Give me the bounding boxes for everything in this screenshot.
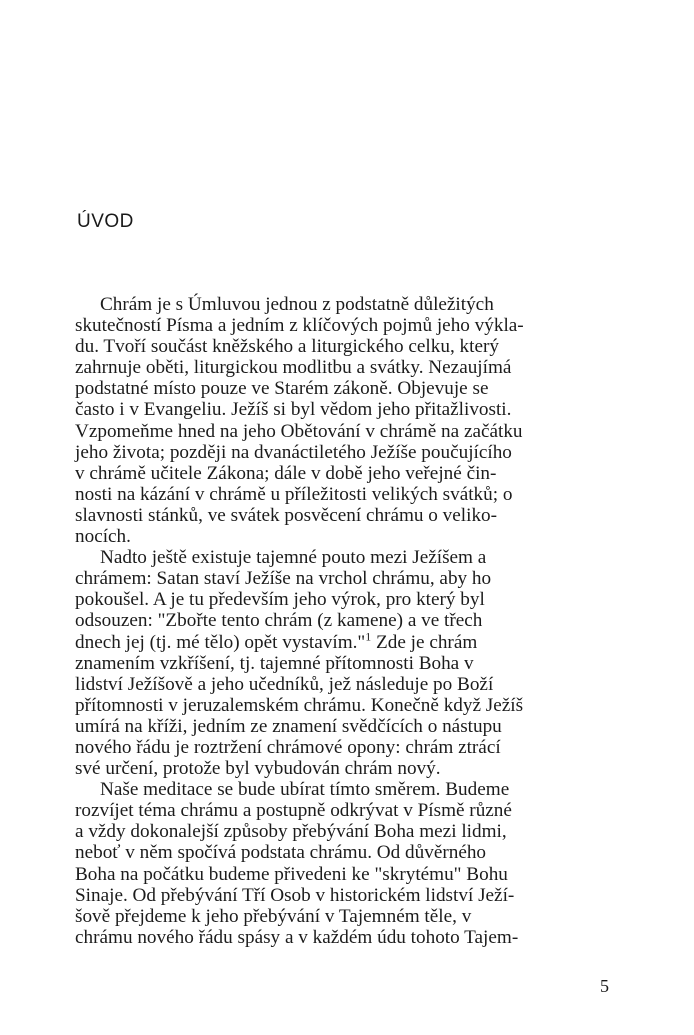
text-line-content: slavnosti stánků, ve svátek posvěcení chrámu o veliko- <box>75 504 498 526</box>
chapter-heading: ÚVOD <box>77 211 134 232</box>
text-line <box>75 315 612 336</box>
text-line <box>75 378 612 399</box>
text-line <box>75 505 612 526</box>
text-line-content: Boha na počátku budeme přivedeni ke "skrytému" Bohu <box>75 863 508 885</box>
text-line-content: Nadto ještě existuje tajemné pouto mezi Ježíšem a <box>100 547 487 569</box>
text-line-content: v chrámě učitele Zákona; dále v době jeho veřejné čin- <box>75 462 497 484</box>
text-line <box>75 526 612 547</box>
text-line-content: nocích. <box>75 526 131 548</box>
text-line-content: chrámem: Satan staví Ježíše na vrchol chrámu, aby ho <box>75 568 492 590</box>
text-line <box>75 885 612 906</box>
text-line <box>75 421 612 442</box>
text-line-content: nosti na kázání v chrámě u příležitosti velikých svátků; o <box>75 483 513 505</box>
text-line-content: znamením vzkříšení, tj. tajemné přítomnosti Boha v <box>75 652 474 674</box>
text-line <box>75 906 612 927</box>
page-number: 5 <box>600 976 609 996</box>
text-line-content: dnech jej (tj. mé tělo) opět vystavím." <box>75 631 366 653</box>
text-line-continuation: Zde je chrám <box>371 631 478 653</box>
text-line <box>75 927 612 948</box>
text-line-content: a vždy dokonalejší způsoby přebývání Boha mezi lidmi, <box>75 821 507 843</box>
text-line-content: přítomnosti v jeruzalemském chrámu. Konečně když Ježíš <box>75 694 524 716</box>
text-line-content: šově přejdeme k jeho přebývání v Tajemném těle, v <box>75 905 472 927</box>
text-line <box>75 357 612 378</box>
footnote-marker: 1 <box>365 629 372 644</box>
text-line-content: Chrám je s Úmluvou jednou z podstatně důležitých <box>100 294 494 315</box>
text-line <box>75 653 612 674</box>
text-line <box>75 758 612 779</box>
body-text <box>75 294 612 948</box>
text-line <box>75 674 612 695</box>
text-line <box>75 568 612 589</box>
text-line <box>75 589 612 610</box>
text-line <box>75 610 612 631</box>
text-line <box>75 779 612 800</box>
text-line-content: podstatné místo pouze ve Starém zákoně. Objevuje se <box>75 378 489 400</box>
text-line <box>75 800 612 821</box>
text-line-content: Vzpomeňme hned na jeho Obětování v chrámě na začátku <box>75 420 523 442</box>
text-line <box>75 629 612 653</box>
text-line <box>75 716 612 737</box>
text-line <box>75 821 612 842</box>
text-line <box>75 737 612 758</box>
text-line <box>75 294 612 315</box>
text-line-content: Sinaje. Od přebývání Tří Osob v historickém lidství Ježí- <box>75 884 515 906</box>
text-line <box>75 695 612 716</box>
text-line-content: Naše meditace se bude ubírat tímto směrem. Budeme <box>100 779 510 801</box>
text-line-content: často i v Evangeliu. Ježíš si byl vědom jeho přitažlivosti. <box>75 399 512 421</box>
text-line <box>75 842 612 863</box>
text-line-content: umírá na kříži, jedním ze znamení svědčících o nástupu <box>75 715 502 737</box>
text-line-content: chrámu nového řádu spásy a v každém údu tohoto Tajem- <box>75 926 519 948</box>
text-line <box>75 442 612 463</box>
text-line <box>75 864 612 885</box>
text-line-content: skutečností Písma a jedním z klíčových pojmů jeho výkla- <box>75 315 524 337</box>
text-line-content: odsouzen: "Zbořte tento chrám (z kamene) a ve třech <box>75 610 483 632</box>
text-line <box>75 484 612 505</box>
text-line-content: nového řádu je roztržení chrámové opony: chrám ztrácí <box>75 736 501 758</box>
text-line-content: jeho života; později na dvanáctiletého Ježíše poučujícího <box>75 441 512 463</box>
text-line-content: zahrnuje oběti, liturgickou modlitbu a svátky. Nezaujímá <box>75 357 512 379</box>
text-line-content: rozvíjet téma chrámu a postupně odkrývat v Písmě různé <box>75 800 512 822</box>
text-line-content: pokoušel. A je tu především jeho výrok, pro který byl <box>75 589 485 611</box>
text-line <box>75 547 612 568</box>
text-line <box>75 399 612 420</box>
text-line-content: neboť v něm spočívá podstata chrámu. Od důvěrného <box>75 842 487 864</box>
text-line-content: lidství Ježíšově a jeho učedníků, jež následuje po Boží <box>75 673 494 695</box>
text-line <box>75 463 612 484</box>
text-line <box>75 336 612 357</box>
text-line-content: své určení, protože byl vybudován chrám nový. <box>75 758 441 780</box>
text-line-content: du. Tvoří součást kněžského a liturgického celku, který <box>75 336 499 358</box>
